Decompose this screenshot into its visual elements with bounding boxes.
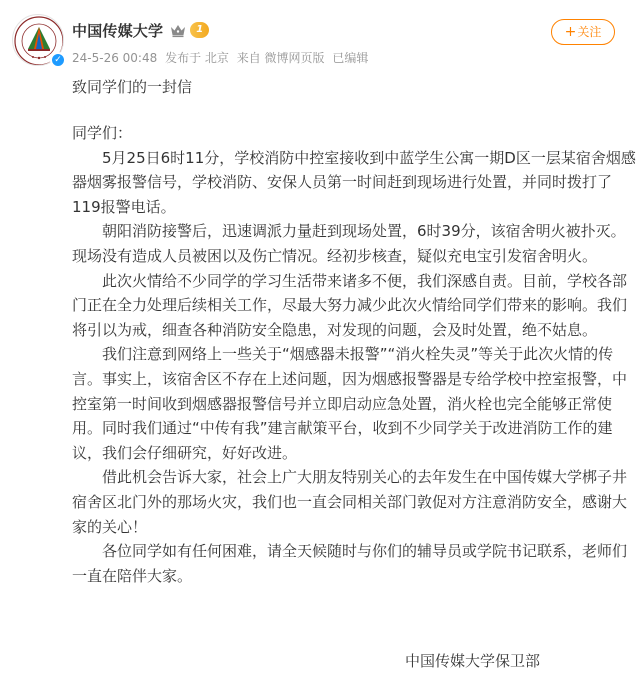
username-link[interactable]: 中国传媒大学 [72, 21, 164, 40]
plus-icon: + [564, 24, 577, 40]
post-paragraph: 朝阳消防接警后，迅速调派力量赶到现场处置，6时39分，该宿舍明火被扑灭。现场没有造成人员被困以及伤亡情况。经初步核查，疑似充电宝引发宿舍明火。 [72, 222, 626, 265]
post-edited[interactable]: 已编辑 [332, 51, 369, 65]
verified-badge-icon: ✓ [50, 52, 66, 68]
level-badge[interactable]: 1 [190, 22, 209, 38]
post-paragraph: 5月25日6时11分，学校消防中控室接收到中蓝学生公寓一期D区一层某宿舍烟感器烟雾报警信号，学校消防、安保人员第一时间赶到现场进行处置，并同时拨打了119报警电话。 [72, 148, 636, 216]
post-timestamp[interactable]: 24-5-26 00:48 [72, 51, 158, 65]
post-body [72, 121, 637, 588]
post-location: 发布于 北京 [165, 51, 229, 65]
user-line [72, 18, 209, 42]
post-title: 致同学们的一封信 [72, 78, 193, 96]
post-source: 来自 微博网页版 [236, 51, 325, 65]
post-paragraph: 借此机会告诉大家，社会上广大朋友特别关心的去年发生在中国传媒大学梆子井宿舍区北门外的那场火灾，我们也一直会同相关部门敦促对方注意消防安全，感谢大家的关心！ [72, 468, 628, 536]
crown-icon[interactable] [169, 22, 187, 38]
follow-button-label: 关注 [577, 25, 602, 39]
follow-button[interactable] [551, 19, 615, 45]
post-signature: 中国传媒大学保卫部 [405, 652, 541, 670]
post-paragraph: 我们注意到网络上一些关于“烟感器未报警”“消火栓失灵”等关于此次火情的传言。事实上，该宿舍区不存在上述问题，因为烟感报警器是专给学校中控室报警，中控室第一时间收到烟感器报警信号并立即启动应急处置，消火栓也完全能够正常使用。同时我们通过“中传有我”建言献策平台，收到不少同学关于改进消防工作的建议，我们会仔细研究，好好改进。 [72, 345, 628, 462]
post-greeting: 同学们： [72, 124, 133, 142]
post-paragraph: 此次火情给不少同学的学习生活带来诸多不便，我们深感自责。目前，学校各部门正在全力处理后续相关工作，尽最大努力减少此次火情给同学们带来的影响。我们将引以为戒，细查各种消防安全隐患，对发现的问题，会及时处置，绝不姑息。 [72, 271, 628, 339]
post-paragraph: 各位同学如有任何困难，请全天候随时与你们的辅导员或学院书记联系，老师们一直在陪伴大家。 [72, 542, 628, 585]
post-meta [72, 49, 372, 66]
